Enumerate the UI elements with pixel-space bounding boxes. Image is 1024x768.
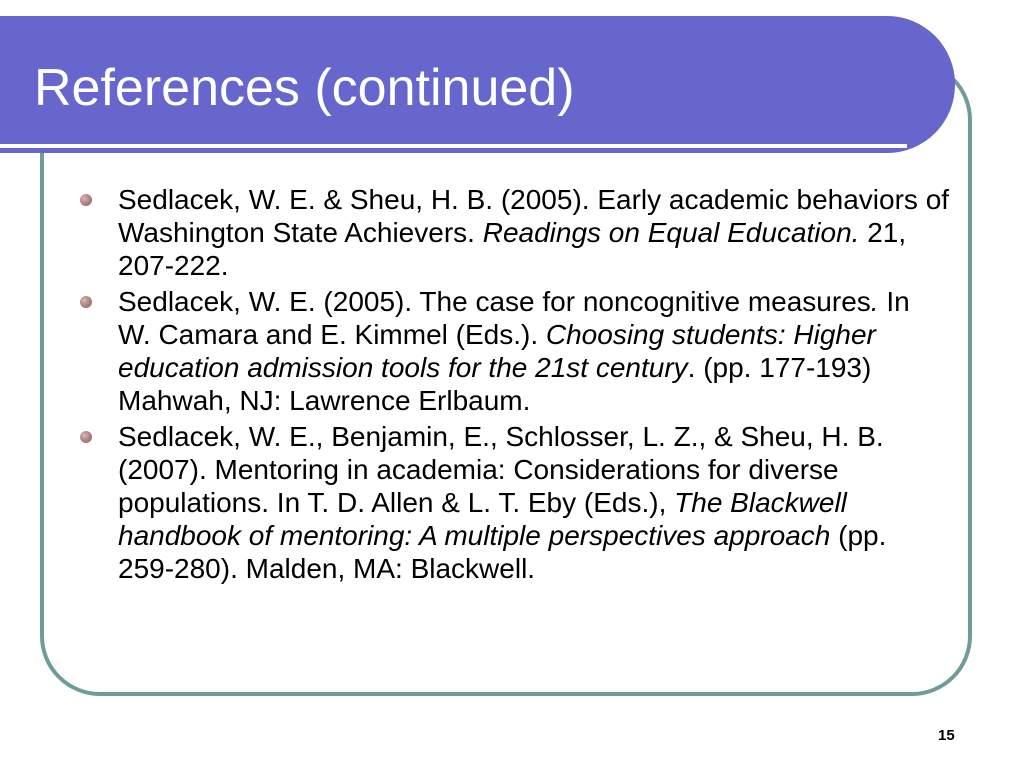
reference-italic-text: Choosing students: Higher education admission tools for the 21st century (118, 319, 876, 383)
reference-italic-text: The Blackwell handbook of mentoring: A multiple perspectives approach (118, 487, 847, 551)
bullet-icon (80, 296, 92, 308)
reference-text: (pp. 259-280). Malden, MA: Blackwell. (118, 520, 887, 584)
reference-text: Sedlacek, W. E. & Sheu, H. B. (2005). Early academic behaviors of Washington State Achievers. (118, 184, 950, 248)
reference-list (80, 183, 950, 588)
reference-text: In W. Camara and E. Kimmel (Eds.). (118, 286, 910, 350)
reference-text: . (pp. 177-193) Mahwah, NJ: Lawrence Erlbaum. (118, 352, 872, 416)
reference-italic-text: Readings on Equal Education. (482, 217, 860, 248)
reference-item (80, 420, 950, 585)
slide-title: References (continued) (34, 59, 575, 117)
title-underline (0, 144, 907, 148)
reference-item (80, 285, 950, 417)
reference-text: 21, 207-222. (118, 217, 907, 281)
reference-italic-text: . (870, 286, 879, 317)
reference-text: Sedlacek, W. E. (2005). The case for noncognitive measures (118, 286, 871, 317)
reference-item (80, 183, 950, 282)
reference-text: Sedlacek, W. E., Benjamin, E., Schlosser, L. Z., & Sheu, H. B. (2007). Mentoring in academia: Considerations for diverse populations. In T. D. Allen & L. T. Eby (Eds.), (118, 421, 884, 518)
page-number: 15 (938, 727, 955, 744)
bullet-icon (80, 431, 92, 443)
title-bar (0, 16, 955, 153)
bullet-icon (80, 194, 92, 206)
